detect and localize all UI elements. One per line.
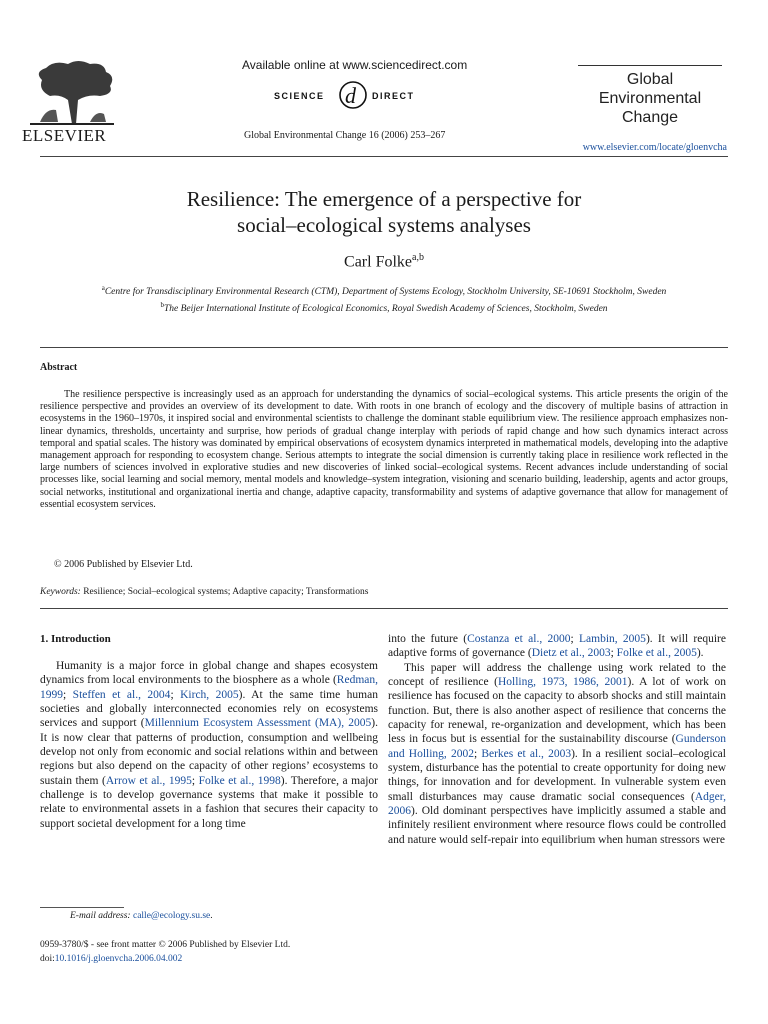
author-affiliation-marks: a,b	[412, 252, 424, 263]
citation-link[interactable]: Folke et al., 1998	[198, 774, 281, 787]
right-column	[388, 632, 726, 847]
citation-link[interactable]: Adger, 2006	[388, 790, 726, 818]
available-online-text: Available online at www.sciencedirect.com	[242, 58, 468, 72]
citation-link[interactable]: Kirch, 2005	[180, 688, 239, 701]
affiliation-a-mark: a	[101, 284, 105, 292]
abstract-copyright: © 2006 Published by Elsevier Ltd.	[54, 559, 193, 570]
sd-right-text: DIRECT	[372, 91, 415, 101]
abstract-heading: Abstract	[40, 362, 78, 373]
citation-link[interactable]: Gunderson and Holling, 2002	[388, 733, 726, 760]
section-heading-introduction: 1. Introduction	[40, 633, 111, 645]
email-link[interactable]: calle@ecology.su.se	[132, 911, 211, 921]
citation-link[interactable]: Lambin, 2005	[579, 633, 646, 645]
doi-line	[40, 954, 182, 964]
citation-link[interactable]: Redman, 1999	[40, 674, 378, 701]
intro-paragraph-1: Humanity is a major force in global change and shapes ecosystem dynamics from local environments to the biosphere as a whole (Redman, 1999; Steffen et al., 2004; Kirch, 2005). At the same time human societies and globally interconnected economies rely on ecosystems services and support (Millennium Ecosystem Assessment (MA), 2005). It is now clear that patterns of production, consumption and wellbeing develop not only from economic and social relations within and between regions but also depend on the capacity of other regions’ ecosystems to sustain them (Arrow et al., 1995; Folke et al., 1998). Therefore, a major challenge is to develop governance systems that make it possible to relate to environmental assets in a fashion that secures their capacity to support societal development for a long time	[40, 660, 378, 830]
citation-link[interactable]: Millennium Ecosystem Assessment (MA), 2005	[144, 717, 372, 730]
article-title-line: Resilience: The emergence of a perspective for	[186, 187, 582, 211]
email-label: E-mail address:	[70, 911, 131, 921]
journal-title-line: Global	[626, 71, 674, 88]
affiliation-b: $^b$The Beijer International Institute of Ecological Economics, Royal Swedish Academy of Sciences, Stockholm, Sweden	[160, 301, 608, 315]
journal-citation: Global Environmental Change 16 (2006) 253–267	[244, 130, 446, 141]
sciencedirect-logo	[268, 78, 438, 112]
abstract-bottom-divider	[40, 608, 728, 609]
article-title-line: social–ecological systems analyses	[237, 213, 531, 237]
keywords-label: Keywords:	[40, 587, 81, 597]
citation-link[interactable]: Steffen et al., 2004	[72, 688, 171, 701]
publisher-name: ELSEVIER	[22, 126, 107, 145]
footnote-divider	[40, 907, 124, 908]
journal-url-link[interactable]: www.elsevier.com/locate/gloenvcha	[582, 142, 727, 153]
article-title	[40, 186, 728, 238]
keywords	[40, 587, 368, 597]
citation-link[interactable]: Arrow et al., 1995	[105, 774, 192, 787]
journal-title-line: Change	[621, 109, 679, 126]
author-email-footnote: E-mail address: calle@ecology.su.se.	[70, 911, 213, 921]
doi-link[interactable]: 10.1016/j.gloenvcha.2006.04.002	[54, 954, 183, 964]
affiliation-b-mark: b	[160, 301, 164, 310]
citation-link[interactable]: Dietz et al., 2003	[531, 647, 611, 660]
svg-text:d: d	[345, 83, 356, 108]
abstract-top-divider	[40, 347, 728, 348]
header-divider	[40, 156, 728, 157]
journal-title-rule	[578, 65, 722, 66]
author-name: Carl Folke	[344, 253, 413, 271]
author-line	[40, 252, 728, 271]
citation-link[interactable]: Holling, 1973, 1986, 2001	[497, 676, 628, 689]
intro-paragraph-2: This paper will address the challenge using work related to the concept of resilience (Holling, 1973, 1986, 2001). A lot of work on resilience has focused on the capacity to absorb shocks and still maintain function. But, there is also another aspect of resilience that concerns the capacity for renewal, re-organization and development, which has been less in focus but is essential for the sustainability discourse (Gunderson and Holling, 2002; Berkes et al., 2003). In a resilient social–ecological system, disturbance has the potential to create opportunity for doing new things, for innovation and for development. In vulnerable system even small disturbances may cause dramatic social consequences (Adger, 2006). Old dominant perspectives have implicitly assumed a stable and infinitely resilient environment where resource flows could be controlled and nature would self-repair into equilibrium when human stressors were	[388, 661, 726, 846]
journal-title-line: Environmental	[598, 90, 702, 107]
journal-title-logo	[578, 70, 722, 127]
abstract-text: The resilience perspective is increasingly used as an approach for understanding the dynamics of social–ecological systems. This article presents the origin of the resilience perspective and provides an overview of its development to date. With roots in one branch of ecology and the discovery of multiple basins of attraction in ecosystems in the 1960–1970s, it inspired social and environmental scientists to challenge the dominant stable equilibrium view. The resilience approach emphasizes non-linear dynamics, thresholds, uncertainty and surprise, how periods of gradual change interplay with periods of rapid change and how such dynamics interact across temporal and spatial scales. The history was dominated by empirical observations of ecosystem dynamics interpreted in mathematical models, developing into the adaptive management approach for responding to ecosystem change. Serious attempts to integrate the social dimension is currently taking place in resilience work reflected in the large numbers of sciences involved in explorative studies and new discoveries of linked social–ecological systems. Recent advances include understanding of social processes like, social learning and social memory, mental models and knowledge–system integration, visioning and scenario building, leadership, agents and actor groups, social networks, institutional and organizational inertia and change, adaptive capacity, transformability and systems of adaptive governance that allow for management of essential ecosystem services.	[40, 389, 728, 510]
citation-link[interactable]: Folke et al., 2005	[616, 647, 697, 660]
doi-label: doi:	[40, 954, 55, 964]
front-matter-line: 0959-3780/$ - see front matter © 2006 Published by Elsevier Ltd.	[40, 940, 291, 950]
keywords-list: Resilience; Social–ecological systems; Adaptive capacity; Transformations	[83, 587, 369, 597]
left-column	[40, 659, 378, 831]
citation-link[interactable]: Berkes et al., 2003	[481, 747, 572, 760]
citation-link[interactable]: Costanza et al., 2000	[467, 633, 571, 645]
elsevier-tree-logo	[20, 60, 124, 126]
intro-paragraph-1-cont: into the future (Costanza et al., 2000; Lambin, 2005). It will require adaptive forms of governance (Dietz et al., 2003; Folke et al., 2005).	[388, 633, 726, 660]
affiliations	[40, 282, 728, 316]
sd-left-text: SCIENCE	[274, 91, 325, 101]
affiliation-a: $^a$Centre for Transdisciplinary Environmental Research (CTM), Department of Systems Ecology, Stockholm University, SE-10691 Stockholm, Sweden	[101, 284, 667, 298]
